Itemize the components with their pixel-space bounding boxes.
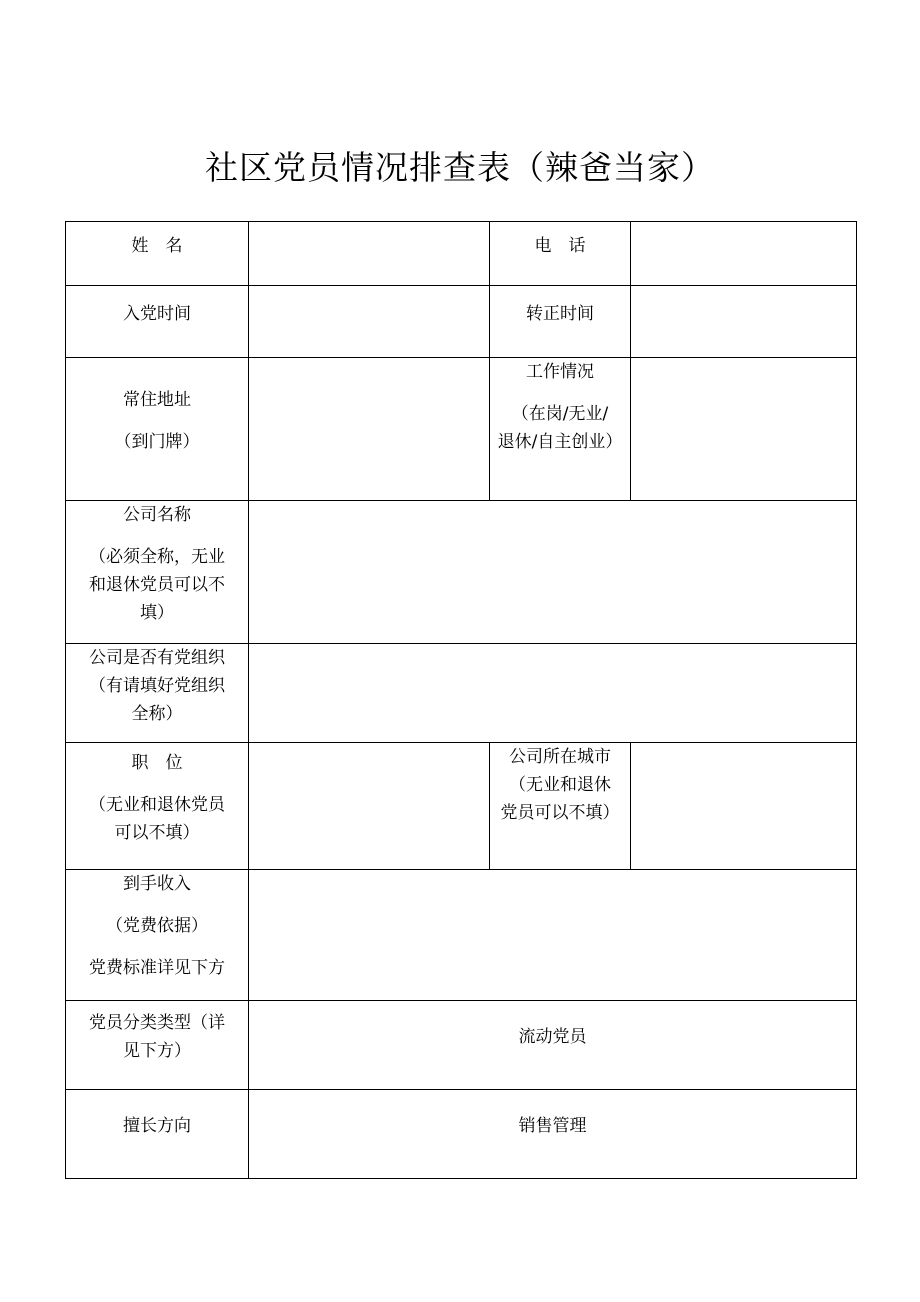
position-label-cell [66, 743, 249, 870]
row-expertise [66, 1090, 857, 1179]
member-type-label-cell [66, 1001, 249, 1090]
income-value-field[interactable] [249, 870, 857, 1001]
address-value-field[interactable] [249, 358, 490, 501]
work-status-label: 工作情况 [526, 362, 594, 382]
party-org-value-field[interactable] [249, 644, 857, 743]
position-label: 职 位 [131, 753, 183, 773]
row-address-work [66, 358, 857, 501]
address-note: （到门牌） [114, 432, 200, 452]
address-label-cell [66, 358, 249, 501]
page-title: 社区党员情况排查表（辣爸当家） [205, 148, 715, 187]
row-join-dates [66, 286, 857, 358]
expertise-value-field[interactable] [249, 1090, 857, 1179]
row-income [66, 870, 857, 1001]
name-value-field[interactable] [249, 222, 490, 286]
expertise-value: 销售管理 [518, 1116, 587, 1136]
row-name-phone [66, 222, 857, 286]
income-label: 到手收入 [123, 874, 191, 894]
company-city-value-field[interactable] [631, 743, 857, 870]
income-standard-note: 党费标准详见下方 [89, 958, 225, 978]
row-member-type [66, 1001, 857, 1090]
full-member-date-label-cell [490, 286, 631, 358]
party-member-form-table [65, 221, 857, 1179]
work-status-note: （在岗/无业/ 退休/自主创业） [497, 404, 623, 452]
expertise-label-cell [66, 1090, 249, 1179]
company-name-value-field[interactable] [249, 501, 857, 644]
phone-value-field[interactable] [631, 222, 857, 286]
company-name-note: （必须全称，无业 和退休党员可以不 填） [89, 547, 225, 623]
row-party-org [66, 644, 857, 743]
party-org-label: 公司是否有党组织 （有请填好党组织 全称） [89, 648, 225, 724]
join-date-label: 入党时间 [123, 304, 191, 324]
row-position-city [66, 743, 857, 870]
name-label: 姓 名 [131, 236, 183, 256]
expertise-label: 擅长方向 [123, 1116, 191, 1136]
row-company-name [66, 501, 857, 644]
company-city-label-cell [490, 743, 631, 870]
join-date-value-field[interactable] [249, 286, 490, 358]
party-org-label-cell [66, 644, 249, 743]
address-label: 常住地址 [123, 390, 191, 410]
member-type-label: 党员分类类型（详 见下方） [89, 1013, 225, 1061]
member-type-value-field[interactable] [249, 1001, 857, 1090]
join-date-label-cell [66, 286, 249, 358]
company-name-label-cell [66, 501, 249, 644]
name-label-cell [66, 222, 249, 286]
income-note: （党费依据） [106, 916, 208, 936]
work-status-value-field[interactable] [631, 358, 857, 501]
company-name-label: 公司名称 [123, 505, 191, 525]
company-city-label: 公司所在城市 （无业和退休 党员可以不填） [500, 747, 620, 823]
phone-label: 电 话 [534, 236, 586, 256]
full-member-date-label: 转正时间 [526, 304, 594, 324]
work-status-label-cell [490, 358, 631, 501]
position-note: （无业和退休党员 可以不填） [89, 795, 225, 843]
full-member-date-value-field[interactable] [631, 286, 857, 358]
income-label-cell [66, 870, 249, 1001]
phone-label-cell [490, 222, 631, 286]
position-value-field[interactable] [249, 743, 490, 870]
member-type-value: 流动党员 [518, 1027, 587, 1047]
